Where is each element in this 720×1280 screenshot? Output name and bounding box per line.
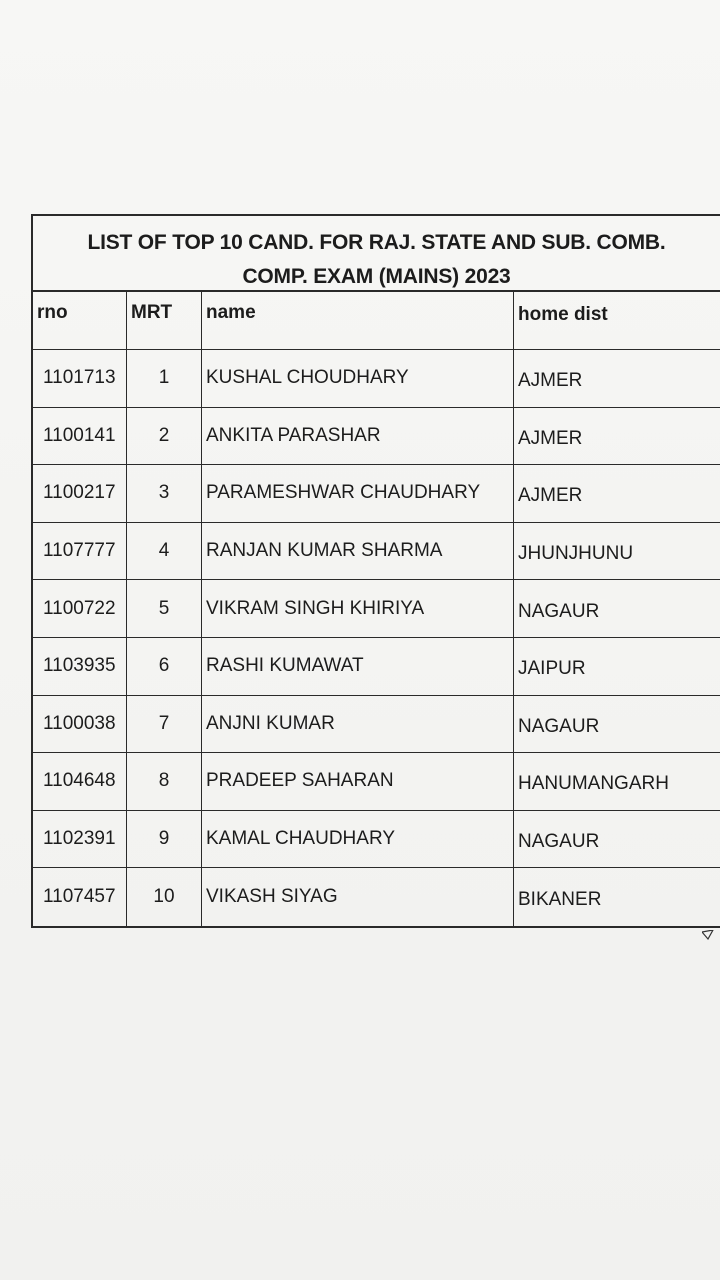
cell-mrt: 3 [127,465,202,522]
cell-rno: 1100217 [33,465,127,522]
cell-mrt: 1 [127,350,202,407]
table-row [33,350,720,408]
cell-home-dist: NAGAUR [518,831,600,853]
table-row [33,638,720,696]
cell-name: RASHI KUMAWAT [202,638,514,695]
cell-name: KUSHAL CHOUDHARY [202,350,514,407]
table-title [33,216,720,292]
cell-mrt: 7 [127,696,202,753]
cell-home-dist: NAGAUR [518,715,600,737]
cell-home-dist: JHUNJHUNU [518,543,634,565]
header-rno: rno [33,292,127,349]
cell-home-dist: NAGAUR [518,600,600,622]
cell-rno: 1103935 [33,638,127,695]
table-row [33,523,720,581]
cell-name: VIKRAM SINGH KHIRIYA [202,580,514,637]
table-row [33,580,720,638]
cell-rno: 1107457 [33,868,127,926]
cell-name: KAMAL CHAUDHARY [202,811,514,868]
cell-mrt: 9 [127,811,202,868]
cell-rno: 1102391 [33,811,127,868]
cell-home-dist: JAIPUR [518,658,586,680]
cell-home-dist: BIKANER [518,889,602,911]
table-header-row [33,292,720,350]
title-line-2: COMP. EXAM (MAINS) 2023 [242,265,511,288]
cell-rno: 1104648 [33,753,127,810]
paper-corner-mark-icon [702,930,714,940]
cell-home-dist: AJMER [518,370,583,392]
cell-home-dist: AJMER [518,485,583,507]
cell-mrt: 10 [127,868,202,926]
table-row [33,465,720,523]
results-table [31,214,720,928]
cell-name: PRADEEP SAHARAN [202,753,514,810]
cell-rno: 1100722 [33,580,127,637]
cell-name: VIKASH SIYAG [202,868,514,926]
table-row [33,811,720,869]
cell-home-dist: HANUMANGARH [518,773,669,795]
cell-rno: 1101713 [33,350,127,407]
cell-rno: 1107777 [33,523,127,580]
cell-mrt: 5 [127,580,202,637]
cell-mrt: 8 [127,753,202,810]
cell-mrt: 4 [127,523,202,580]
cell-rno: 1100038 [33,696,127,753]
cell-name: PARAMESHWAR CHAUDHARY [202,465,514,522]
table-row [33,696,720,754]
cell-name: RANJAN KUMAR SHARMA [202,523,514,580]
header-home-dist: home dist [518,304,608,325]
cell-name: ANKITA PARASHAR [202,408,514,465]
table-row [33,408,720,466]
cell-mrt: 6 [127,638,202,695]
cell-name: ANJNI KUMAR [202,696,514,753]
table-row [33,868,720,926]
title-line-1: LIST OF TOP 10 CAND. FOR RAJ. STATE AND SUB. COMB. [87,231,666,254]
header-name: name [202,292,514,349]
cell-rno: 1100141 [33,408,127,465]
table-row [33,753,720,811]
cell-mrt: 2 [127,408,202,465]
header-mrt: MRT [127,292,202,349]
cell-home-dist: AJMER [518,427,583,449]
